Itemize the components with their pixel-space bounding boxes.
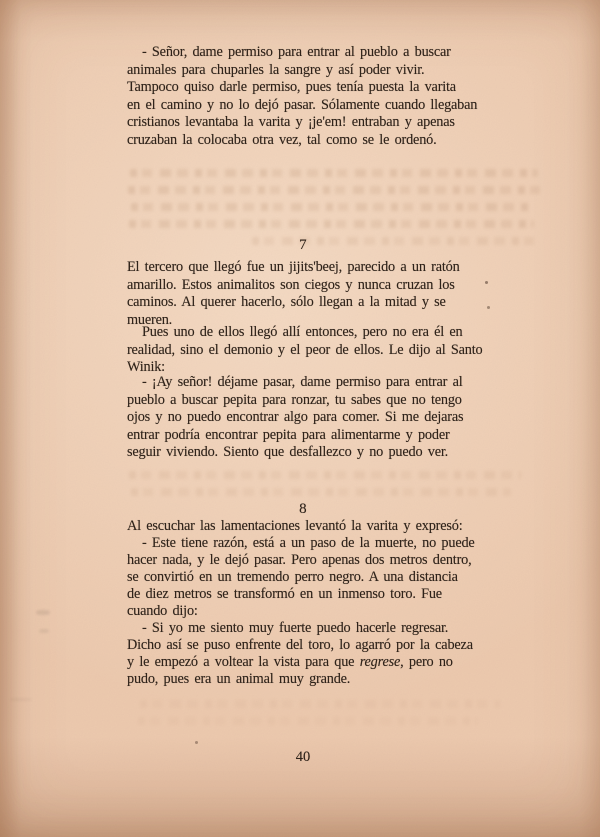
text-line: - Señor, dame permiso para entrar al pueblo a buscar [142, 44, 451, 60]
text-line: cristianos levantaba la varita y ¡je'em! entraban y apenas [127, 114, 455, 130]
text-line: realidad, sino el demonio y el peor de ellos. Le dijo al Santo [127, 341, 483, 358]
show-through-text [130, 169, 538, 177]
paragraph-demon-arrival [127, 324, 483, 377]
text-line: - Si yo me siento muy fuerte puedo hacerle regresar. [142, 620, 449, 636]
text-line: Pues uno de ellos llegó allí entonces, pero no era él en [142, 324, 463, 340]
scan-speck [487, 306, 490, 309]
text-line: pudo, pues era un animal muy grande. [127, 671, 351, 687]
scan-speck [485, 281, 488, 284]
text-line: pueblo a buscar pepita para ronzar, tu sabes que no tengo [127, 391, 462, 408]
section-heading-8: 8 [299, 501, 307, 517]
text-line: hacer nada, y le dejó pasar. Pero apenas dos metros dentro, [127, 552, 472, 568]
margin-smudge [39, 629, 49, 633]
text-line: animales para chuparles la sangre y así poder vivir. [127, 61, 425, 78]
show-through-text [140, 700, 500, 708]
section-heading-7: 7 [299, 237, 307, 253]
text-line: Al escuchar las lamentaciones levantó la varita y expresó: [127, 518, 463, 534]
text-line: amarillo. Estos animalitos son ciegos y nunca cruzan los [127, 276, 455, 293]
paragraph-dialogue-blind-plea [127, 374, 479, 462]
text-line: se convirtió en un tremendo perro negro. A una distancia [127, 569, 458, 585]
text-line: en el camino y no lo dejó pasar. Sólamente cuando llegaban [127, 96, 478, 113]
text-line: - ¡Ay señor! déjame pasar, dame permiso para entrar al [142, 374, 463, 390]
margin-smudge [10, 698, 32, 701]
scan-speck [195, 741, 198, 744]
text-line: Tampoco quiso darle permiso, pues tenía puesta la varita [127, 79, 456, 95]
text-line: cruzaban la colocaba otra vez, tal como se le ordenó. [127, 131, 437, 148]
page-number: 40 [295, 749, 311, 765]
text-line: cuando dijo: [127, 603, 198, 619]
margin-smudge [36, 610, 50, 615]
paragraph-transformation [127, 518, 479, 688]
text-line: de diez metros se transformó en un inmenso toro. Fue [127, 586, 442, 602]
show-through-text [129, 471, 521, 479]
text-line: y le empezó a voltear la vista para que regrese, pero no [127, 654, 453, 670]
show-through-text [138, 717, 478, 725]
text-line: ojos y no puedo encontrar algo para comer. Si me dejaras [127, 409, 464, 425]
paragraph-dialogue-vampire [127, 44, 479, 149]
paragraph-jijitsbeej-intro [127, 259, 479, 329]
text-line: El tercero que llegó fue un jijits'beej, parecido a un ratón [127, 259, 460, 275]
text-line: caminos. Al querer hacerlo, sólo llegan a la mitad y se [127, 294, 446, 310]
text-line: entrar podría encontrar pepita para alimentarme y poder [127, 426, 450, 443]
show-through-text [131, 488, 511, 496]
text-line: mueren. [127, 311, 173, 328]
show-through-text [128, 186, 540, 194]
text-line: - Este tiene razón, está a un paso de la muerte, no puede [142, 535, 475, 551]
text-line: Dicho así se puso enfrente del toro, lo agarró por la cabeza [127, 637, 473, 653]
show-through-text [131, 203, 530, 211]
text-line: seguir viviendo. Siento que desfallezco y no puedo ver. [127, 444, 449, 460]
text-line: Winik: [127, 359, 165, 375]
show-through-text [129, 220, 534, 228]
